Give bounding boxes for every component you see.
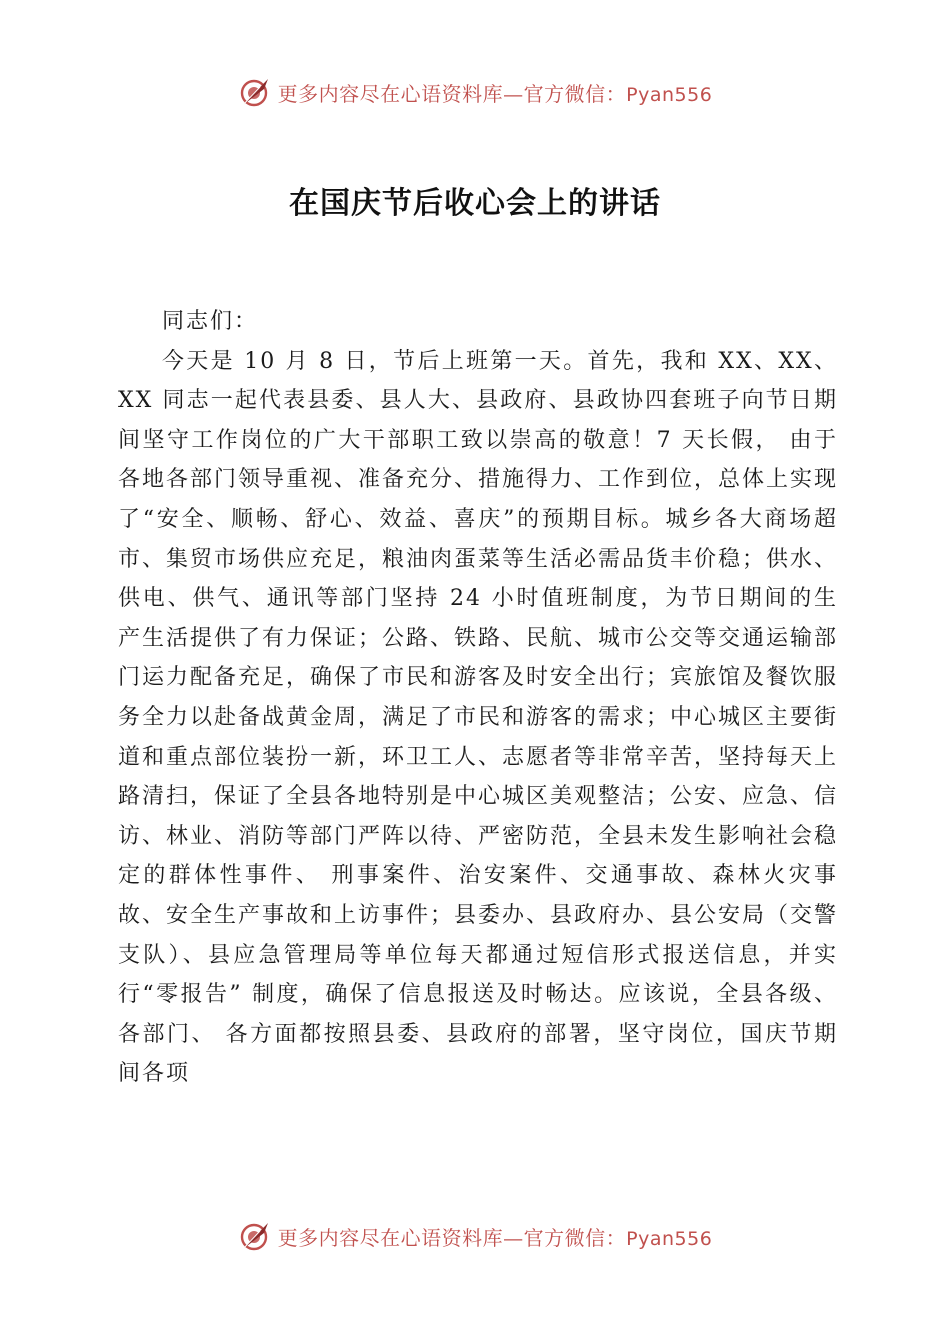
banner-text: 更多内容尽在心语资料库—官方微信：Pyan556 bbox=[277, 81, 713, 106]
paragraph: 今天是 10 月 8 日，节后上班第一天。首先，我和 XX、XX、XX 同志一起代表县委、县人大、县政府、县政协四套班子向节日期间坚守工作岗位的广大干部职工致以崇高的敬意！7 天长假， 由于各地各部门领导重视、准备充分、措施得力、工作到位，总体上实现了“安全、顺畅、舒心、效益、喜庆”的预期目标。城乡各大商场超市、集贸市场供应充足，粮油肉蛋菜等生活必需品货丰价稳；供水、供电、供气、通讯等部门坚持 24 小时值班制度，为节日期间的生产生活提供了有力保证；公路、铁路、民航、城市公交等交通运输部门运力配备充足，确保了市民和游客及时安全出行；宾旅馆及餐饮服务全力以赴备战黄金周，满足了市民和游客的需求；中心城区主要街道和重点部位装扮一新，环卫工人、志愿者等非常辛苦，坚持每天上路清扫，保证了全县各地特别是中心城区美观整洁；公安、应急、信访、林业、消防等部门严阵以待、严密防范，全县未发生影响社会稳定的群体性事件、 刑事案件、治安案件、交通事故、森林火灾事故、安全生产事故和上访事件；县委办、县政府办、县公安局（交警支队）、县应急管理局等单位每天都通过短信形式报送信息，并实行“零报告” 制度，确保了信息报送及时畅达。应该说，全县各级、各部门、 各方面都按照县委、县政府的部署，坚守岗位，国庆节期间各项 bbox=[118, 348, 839, 1087]
document-title: 在国庆节后收心会上的讲话 bbox=[289, 186, 661, 221]
header-banner bbox=[0, 72, 950, 112]
wechat-id: Pyan556 bbox=[626, 83, 713, 106]
wechat-id: Pyan556 bbox=[626, 1227, 713, 1250]
banner-text: 更多内容尽在心语资料库—官方微信：Pyan556 bbox=[277, 1225, 713, 1250]
document-body bbox=[118, 302, 838, 1094]
quill-logo-icon bbox=[238, 1219, 272, 1253]
footer-banner bbox=[0, 1216, 950, 1256]
salutation: 同志们： bbox=[162, 309, 259, 334]
quill-logo-icon bbox=[238, 75, 272, 109]
